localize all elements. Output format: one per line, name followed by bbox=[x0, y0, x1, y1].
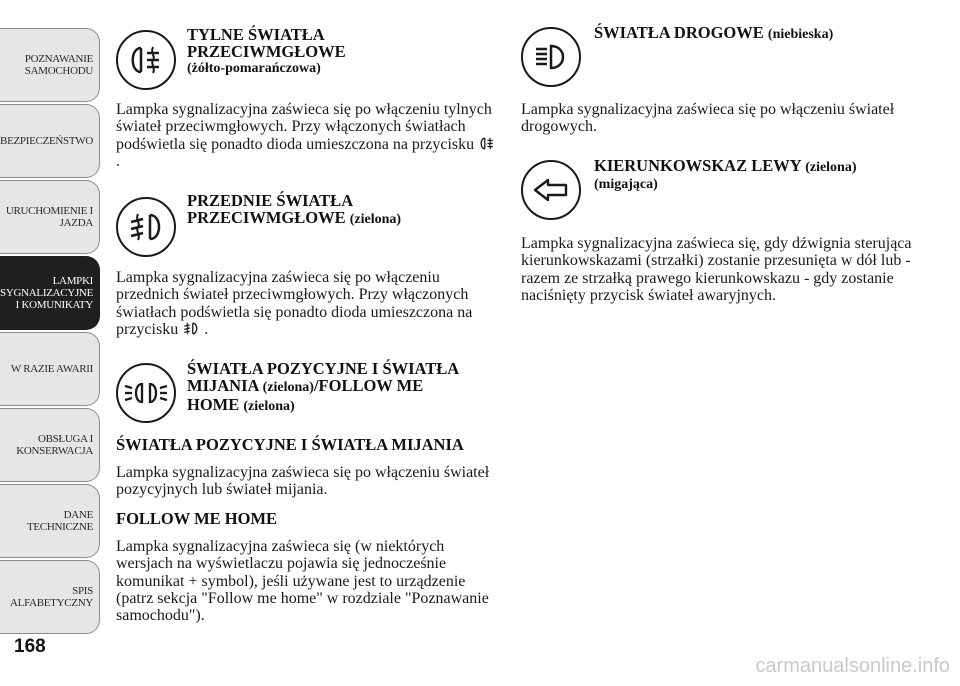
high-beam-icon bbox=[521, 27, 581, 87]
rear-fog-light-icon bbox=[116, 30, 176, 90]
front-fog-description: Lampka sygnalizacyjna zaświeca się po włączeniu przednich świateł przeciwmgłowych. Przy włączonych światłach podświetla się ponadto dioda umieszczona na przycisku . bbox=[116, 269, 473, 338]
position-lights-subheading: ŚWIATŁA POZYCYJNE I ŚWIATŁA MIJANIA bbox=[116, 435, 464, 454]
high-beam-description: Lampka sygnalizacyjna zaświeca się po włączeniu świateł drogowych. bbox=[521, 101, 895, 136]
tab-dane-techniczne[interactable]: DANE TECHNICZNE bbox=[0, 484, 100, 558]
follow-me-home-description: Lampka sygnalizacyjna zaświeca się (w niektórych wersjach na wyświetlaczu pojawia się jednocześnie komunikat + symbol), jeśli używane jest to urządzenie (patrz sekcja "Follow me home" w rozdziale "Poznawanie samochodu"). bbox=[116, 538, 489, 625]
left-turn-signal-description: Lampka sygnalizacyjna zaświeca się, gdy dźwignia sterująca kierunkowskazami (strzałki) zostanie przesunięta w dół lub - razem ze strzałką prawego kierunkowskazu - gdy zostanie naciśnięty przycisk świateł awaryjnych. bbox=[521, 235, 912, 304]
follow-me-home-subheading: FOLLOW ME HOME bbox=[116, 509, 278, 528]
rear-fog-description: Lampka sygnalizacyjna zaświeca się po włączeniu tylnych świateł przeciwmgłowych. Przy włączonych światłach podświetla się ponadto dioda umieszczona na przycisku . bbox=[116, 101, 498, 170]
rear-fog-heading: TYLNE ŚWIATŁA PRZECIWMGŁOWE (żółto-pomarańczowa) bbox=[187, 25, 346, 76]
front-fog-light-icon bbox=[116, 197, 176, 257]
page-number: 168 bbox=[14, 636, 46, 657]
high-beam-heading: ŚWIATŁA DROGOWE (niebieska) bbox=[594, 23, 834, 42]
tab-obsluga-i-konserwacja[interactable]: OBSŁUGA I KONSERWACJA bbox=[0, 408, 100, 482]
position-lights-heading: ŚWIATŁA POZYCYJNE I ŚWIATŁA MIJANIA (zielona)/FOLLOW ME HOME (zielona) bbox=[187, 359, 460, 414]
tab-spis-alfabetyczny[interactable]: SPIS ALFABETYCZNY bbox=[0, 560, 100, 634]
tab-bezpieczenstwo[interactable]: BEZPIECZEŃSTWO bbox=[0, 104, 100, 178]
tab-poznawanie-samochodu[interactable]: POZNAWANIE SAMOCHODU bbox=[0, 28, 100, 102]
front-fog-heading: PRZEDNIE ŚWIATŁA PRZECIWMGŁOWE (zielona) bbox=[187, 191, 402, 227]
left-turn-signal-icon bbox=[521, 160, 581, 220]
watermark: carmanualsonline.info bbox=[755, 655, 950, 677]
position-lights-icon bbox=[116, 363, 176, 423]
rear-fog-button-icon bbox=[478, 136, 496, 151]
position-lights-description: Lampka sygnalizacyjna zaświeca się po włączeniu świateł pozycyjnych lub świateł mijania. bbox=[116, 464, 490, 499]
tab-uruchomienie-i-jazda[interactable]: URUCHOMIENIE I JAZDA bbox=[0, 180, 100, 254]
tab-w-razie-awarii[interactable]: W RAZIE AWARII bbox=[0, 332, 100, 406]
tab-lampki-sygnalizacyjne[interactable]: LAMPKI SYGNALIZACYJNE I KOMUNIKATY bbox=[0, 256, 100, 330]
front-fog-button-icon bbox=[182, 321, 200, 336]
left-turn-signal-heading: KIERUNKOWSKAZ LEWY (zielona) (migająca) bbox=[594, 156, 857, 192]
